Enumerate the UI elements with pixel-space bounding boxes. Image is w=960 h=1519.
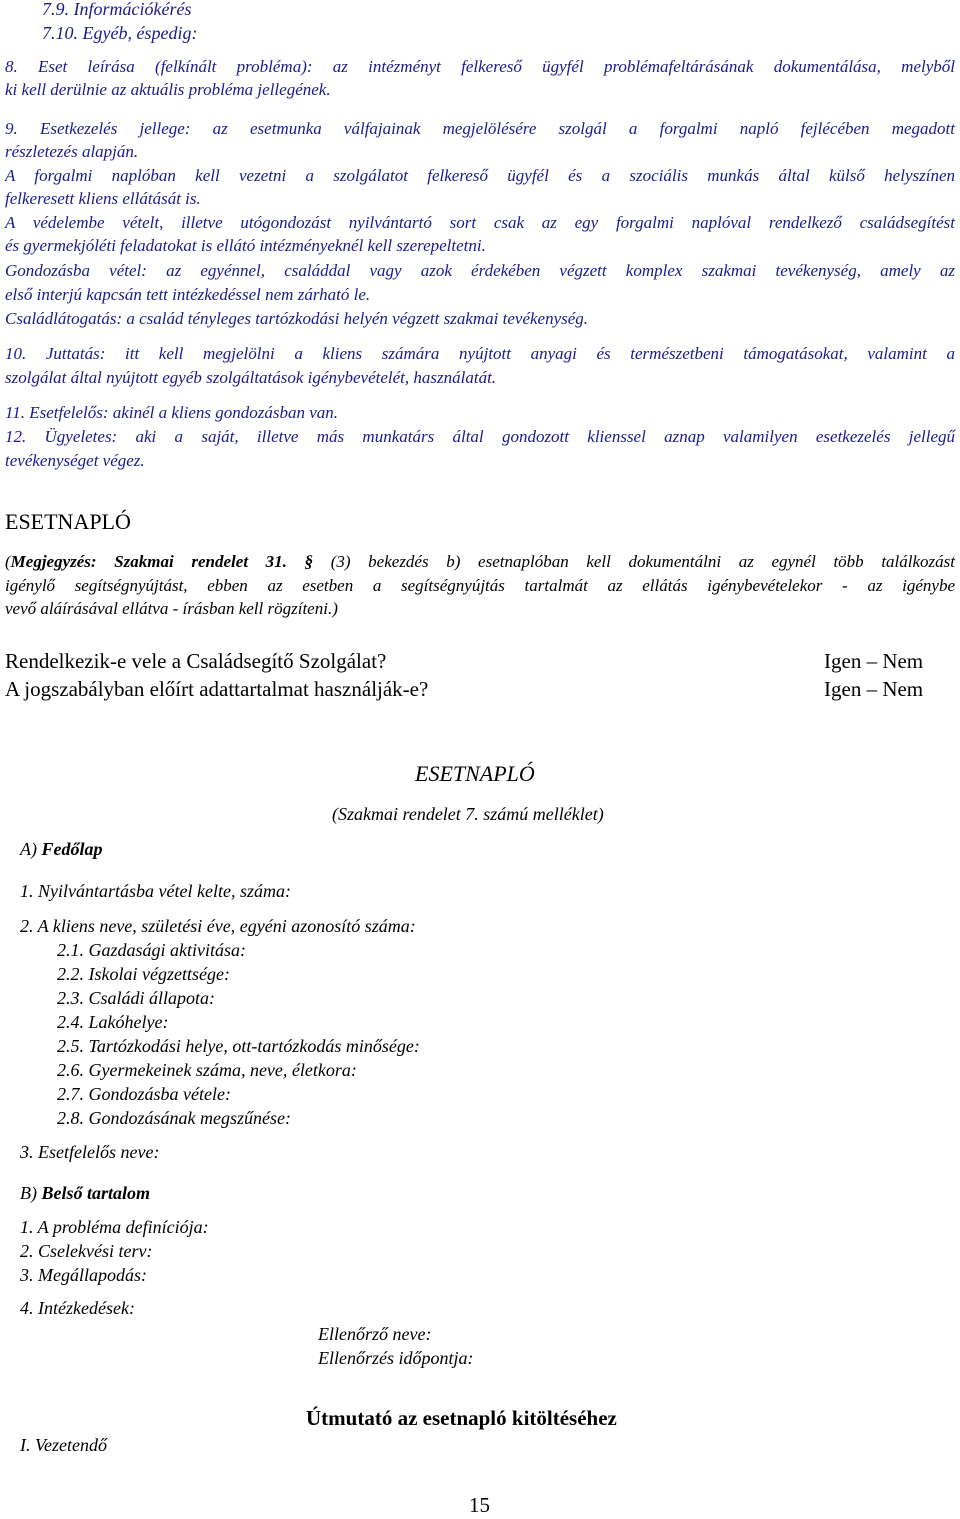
note-line-1: [5, 551, 955, 573]
question-1-answer: Igen – Nem: [824, 649, 924, 673]
form-b-item: 2. Cselekvési terv:: [20, 1241, 153, 1261]
section-a-prefix: A): [20, 839, 42, 859]
form-item-3: 3. Esetfelelős neve:: [20, 1142, 160, 1162]
form-sub-item: 2.3. Családi állapota:: [57, 988, 216, 1008]
note-bold: Megjegyzés: Szakmai rendelet 31. §: [10, 552, 314, 571]
checker-name-label: Ellenőrző neve:: [318, 1324, 432, 1344]
form-b-item: 3. Megállapodás:: [20, 1265, 147, 1285]
heading-esetnaplo: ESETNAPLÓ: [5, 509, 131, 534]
check-time-label: Ellenőrzés időpontja:: [318, 1348, 474, 1368]
form-sub-item: 2.7. Gondozásba vétele:: [57, 1084, 231, 1104]
question-1: Rendelkezik-e vele a Családsegítő Szolgálat?: [5, 649, 387, 673]
item-9-para-2-line-2: felkeresett kliens ellátását is.: [5, 189, 201, 208]
note-open: (: [5, 552, 11, 571]
form-sub-item: 2.6. Gyermekeinek száma, neve, életkora:: [57, 1060, 357, 1080]
form-b-item: 1. A probléma definíciója:: [20, 1217, 209, 1237]
list-item-7-9: 7.9. Információkérés: [42, 0, 192, 19]
section-a-heading: [20, 837, 103, 861]
note-line-2: igénylő segítségnyújtást, ebben az esetben a segítségnyújtás tartalmát az ellátás igénybevételekor - az igénybe: [5, 576, 955, 595]
item-9-line-2: részletezés alapján.: [5, 142, 139, 161]
item-9-para-4-line-1: Gondozásba vétel: az egyénnel, családdal vagy azok érdekében végzett komplex szakmai tevékenység, amely az: [5, 261, 955, 280]
section-b-title: Belső tartalom: [41, 1183, 151, 1203]
item-12-line-2: tevékenységet végez.: [5, 451, 145, 470]
section-b-heading: [20, 1181, 150, 1205]
note-line-3: vevő aláírásával ellátva - írásban kell rögzíteni.): [5, 599, 338, 618]
question-2-answer: Igen – Nem: [824, 677, 924, 701]
guide-first-item: I. Vezetendő: [20, 1435, 107, 1455]
item-12-line-1: 12. Ügyeletes: aki a saját, illetve más munkatárs által gondozott klienssel aznap valamilyen esetkezelés jellegű: [5, 427, 955, 446]
item-9-para-3-line-2: és gyermekjóléti feladatokat is ellátó intézményeknél kell szerepeltetni.: [5, 236, 486, 255]
section-b-prefix: B): [20, 1183, 42, 1203]
form-b-item-4: 4. Intézkedések:: [20, 1298, 135, 1318]
note-rest: (3) bekezdés b) esetnaplóban kell dokumentálni az egynél több találkozást: [313, 552, 955, 571]
form-subtitle: (Szakmai rendelet 7. számú melléklet): [332, 804, 604, 824]
form-sub-item: 2.5. Tartózkodási helye, ott-tartózkodás minősége:: [57, 1036, 420, 1056]
form-sub-item: 2.2. Iskolai végzettsége:: [57, 964, 230, 984]
item-10-line-1: 10. Juttatás: itt kell megjelölni a kliens számára nyújtott anyagi és természetbeni támogatásokat, valamint a: [5, 344, 955, 363]
form-sub-item: 2.1. Gazdasági aktivitása:: [57, 940, 246, 960]
item-9-para-5: Családlátogatás: a család tényleges tartózkodási helyén végzett szakmai tevékenység.: [5, 309, 589, 328]
form-sub-item: 2.4. Lakóhelye:: [57, 1012, 169, 1032]
form-item-1: 1. Nyilvántartásba vétel kelte, száma:: [20, 881, 291, 901]
item-8-line-1: 8. Eset leírása (felkínált probléma): az intézményt felkereső ügyfél problémafeltárásának dokumentálása, melyből: [5, 57, 955, 76]
page-number: 15: [469, 1493, 490, 1517]
guide-title: Útmutató az esetnapló kitöltéséhez: [306, 1406, 617, 1430]
item-8-line-2: ki kell derülnie az aktuális probléma jellegének.: [5, 80, 331, 99]
form-item-2: 2. A kliens neve, születési éve, egyéni azonosító száma:: [20, 916, 416, 936]
item-9-para-4-line-2: első interjú kapcsán tett intézkedéssel nem zárható le.: [5, 285, 371, 304]
form-sub-item: 2.8. Gondozásának megszűnése:: [57, 1108, 291, 1128]
list-item-7-10: 7.10. Egyéb, éspedig:: [42, 23, 198, 43]
item-9-line-1: 9. Esetkezelés jellege: az esetmunka válfajainak megjelölésére szolgál a forgalmi napló fejlécében megadott: [5, 119, 955, 138]
item-11: 11. Esetfelelős: akinél a kliens gondozásban van.: [5, 403, 339, 422]
item-10-line-2: szolgálat által nyújtott egyéb szolgáltatások igénybevételét, használatát.: [5, 368, 497, 387]
item-9-para-3-line-1: A védelembe vételt, illetve utógondozást nyilvántartó sort csak az egy forgalmi naplóval rendelkező családsegítést: [5, 213, 955, 232]
section-a-title: Fedőlap: [41, 839, 103, 859]
form-title: ESETNAPLÓ: [415, 761, 535, 786]
item-9-para-2-line-1: A forgalmi naplóban kell vezetni a szolgálatot felkereső ügyfél és a szociális munkás által külső helyszínen: [5, 166, 955, 185]
question-2: A jogszabályban előírt adattartalmat használják-e?: [5, 677, 429, 701]
